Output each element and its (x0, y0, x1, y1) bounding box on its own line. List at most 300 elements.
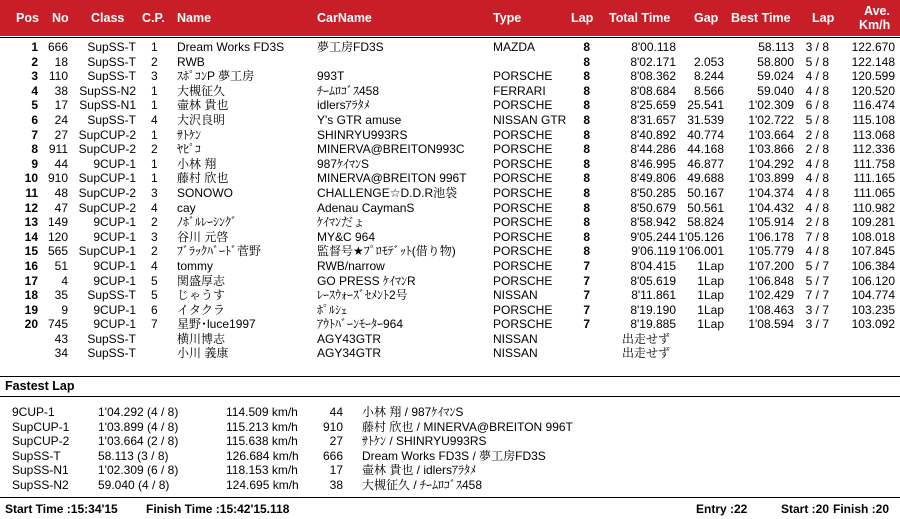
cell-car: SHINRYU993RS (317, 127, 408, 142)
table-row (0, 186, 900, 201)
cell-type: NISSAN (493, 288, 538, 303)
cell-avg-speed: 113.068 (852, 127, 895, 142)
cell-best-time: 1'05.779 (748, 244, 794, 259)
cell-class: SupSS-T (87, 112, 136, 127)
cell-name: 小林 翔 (177, 156, 217, 171)
cell-pos: 7 (31, 127, 38, 142)
fl-time: 1'02.309 (6 / 8) (98, 463, 179, 478)
cell-total-time: 8'02.171 (630, 54, 676, 69)
cell-class: 9CUP-1 (93, 302, 136, 317)
fl-driver: ｻﾄｹﾝ / SHINRYU993RS (362, 434, 487, 449)
cell-name: ﾉﾎﾞﾙﾚｰｼﾝｸﾞ (177, 215, 238, 230)
cell-best-time: 1'03.866 (748, 142, 794, 157)
cell-best-time: 1'02.429 (748, 288, 794, 303)
cell-name: 横川博志 (177, 331, 226, 346)
fl-speed: 124.695 km/h (226, 477, 299, 492)
header-gap: Gap (694, 11, 719, 25)
cell-name: 谷川 元啓 (177, 229, 229, 244)
cell-best-lap: 5 / 8 (805, 54, 829, 69)
cell-type: PORSCHE (493, 317, 553, 332)
cell-avg-speed: 110.982 (852, 200, 895, 215)
cell-lap: 8 (583, 156, 590, 171)
cell-cp: 3 (151, 229, 158, 244)
cell-lap: 8 (583, 171, 590, 186)
header-rule (0, 37, 900, 38)
cell-name: cay (177, 200, 196, 215)
cell-total-time: 8'50.285 (630, 185, 676, 200)
cell-type: PORSCHE (493, 200, 553, 215)
cell-class: SupCUP-2 (78, 185, 136, 200)
cell-name: 藤村 欣也 (177, 171, 229, 186)
cell-name: 壷林 貴也 (177, 98, 229, 113)
cell-type: PORSCHE (493, 302, 553, 317)
cell-class: SupSS-T (87, 54, 136, 69)
cell-name: tommy (177, 258, 213, 273)
cell-lap: 8 (583, 229, 590, 244)
cell-best-lap: 4 / 8 (805, 69, 829, 84)
start-time: Start Time :15:34'15 (5, 502, 118, 516)
table-row (0, 215, 900, 230)
fl-no: 910 (322, 419, 343, 434)
fl-speed: 115.213 km/h (226, 419, 298, 434)
cell-lap: 7 (583, 258, 590, 273)
cell-gap: 1Lap (697, 302, 724, 317)
cell-lap: 8 (583, 69, 590, 84)
cell-pos: 13 (24, 215, 38, 230)
cell-lap: 8 (583, 112, 590, 127)
cell-class: SupSS-N2 (79, 83, 136, 98)
cell-note: 出走せず (622, 346, 671, 361)
cell-cp: 1 (151, 156, 158, 171)
cell-pos: 17 (24, 273, 38, 288)
header-best-time: Best Time (731, 11, 791, 25)
cell-class: 9CUP-1 (93, 317, 136, 332)
cell-pos: 16 (24, 258, 38, 273)
cell-total-time: 8'08.362 (630, 69, 676, 84)
table-row (0, 259, 900, 274)
cell-best-time: 1'02.722 (748, 112, 794, 127)
cell-gap: 58.824 (687, 215, 724, 230)
cell-cp: 4 (151, 112, 158, 127)
header-no: No (52, 11, 69, 25)
results-table (0, 40, 900, 361)
cell-cp: 4 (151, 200, 158, 215)
cell-cp: 6 (151, 302, 158, 317)
table-row (0, 40, 900, 55)
cell-avg-speed: 112.336 (852, 142, 895, 157)
cell-total-time: 8'19.885 (630, 317, 676, 332)
cell-lap: 8 (583, 200, 590, 215)
fl-class: 9CUP-1 (12, 405, 55, 419)
cell-pos: 6 (31, 112, 38, 127)
cell-type: FERRARI (493, 83, 546, 98)
cell-pos: 8 (31, 142, 38, 157)
cell-lap: 7 (583, 288, 590, 303)
cell-avg-speed: 109.281 (851, 215, 895, 230)
fl-time: 1'04.292 (4 / 8) (98, 405, 179, 419)
cell-total-time: 9'05.244 (630, 229, 676, 244)
results-header (0, 0, 900, 36)
cell-cp: 2 (151, 215, 158, 230)
cell-gap: 1Lap (697, 317, 724, 332)
cell-class: SupCUP-1 (78, 171, 136, 186)
cell-car: 監督号★ﾌﾟﾛﾓﾃﾞｯﾄ(借り物) (317, 244, 456, 259)
cell-lap: 8 (583, 142, 590, 157)
header-cp: C.P. (142, 11, 165, 25)
cell-avg-speed: 120.599 (851, 69, 895, 84)
cell-avg-speed: 106.120 (851, 273, 895, 288)
cell-pos: 11 (25, 185, 38, 200)
header-pos: Pos (16, 11, 39, 25)
cell-best-time: 1'05.914 (748, 215, 794, 230)
cell-type: PORSCHE (493, 171, 553, 186)
cell-type: PORSCHE (493, 98, 553, 113)
cell-cp: 5 (151, 288, 158, 303)
fastest-lap-title-rule (0, 396, 900, 397)
fl-no: 17 (329, 463, 343, 478)
cell-no: 51 (54, 258, 68, 273)
table-row (0, 55, 900, 70)
cell-type: PORSCHE (493, 142, 553, 157)
cell-best-lap: 4 / 8 (805, 200, 829, 215)
cell-class: SupSS-T (87, 288, 136, 303)
cell-gap: 25.541 (687, 98, 724, 113)
table-row (0, 317, 900, 332)
cell-type: NISSAN (493, 331, 538, 346)
entry-count: Entry :22 (696, 502, 748, 516)
cell-lap: 7 (583, 317, 590, 332)
fl-time: 1'03.664 (2 / 8) (98, 434, 179, 449)
cell-lap: 8 (583, 244, 590, 259)
cell-pos: 5 (31, 98, 38, 113)
table-row (0, 128, 900, 143)
cell-car: RWB/narrow (317, 258, 385, 273)
cell-lap: 8 (583, 215, 590, 230)
cell-class: SupSS-T (87, 346, 136, 361)
cell-no: 910 (47, 171, 68, 186)
cell-type: NISSAN GTR (493, 112, 567, 127)
cell-no: 48 (54, 185, 68, 200)
cell-name: 小川 義康 (177, 346, 229, 361)
cell-best-lap: 2 / 8 (805, 127, 829, 142)
cell-avg-speed: 111.758 (853, 156, 895, 171)
cell-pos: 10 (24, 171, 38, 186)
cell-gap: 1'05.126 (678, 229, 724, 244)
cell-no: 34 (54, 346, 68, 361)
fastest-lap-table (0, 405, 900, 493)
cell-cp: 1 (151, 171, 158, 186)
cell-best-time: 1'06.848 (748, 273, 794, 288)
cell-class: SupSS-T (87, 69, 136, 84)
cell-gap: 46.877 (687, 156, 724, 171)
cell-total-time: 8'08.684 (630, 83, 676, 98)
cell-car: AGY34GTR (317, 346, 382, 361)
cell-total-time: 8'40.892 (630, 127, 676, 142)
cell-name: ｽﾎﾟｺﾝP 夢工房 (177, 69, 255, 84)
header-kmh: Km/h (859, 18, 891, 32)
fastest-lap-row (0, 449, 900, 464)
fastest-lap-row (0, 463, 900, 478)
cell-car: MINERVA@BREITON 996T (317, 171, 467, 186)
cell-pos: 9 (31, 156, 38, 171)
cell-no: 120 (47, 229, 68, 244)
cell-total-time: 9'06.119 (631, 244, 676, 259)
cell-class: 9CUP-1 (93, 273, 136, 288)
cell-total-time: 8'11.861 (631, 288, 676, 303)
table-row (0, 98, 900, 113)
table-row (0, 157, 900, 172)
cell-best-time: 1'08.463 (748, 302, 794, 317)
cell-avg-speed: 111.065 (853, 185, 895, 200)
cell-best-time: 1'04.292 (748, 156, 794, 171)
cell-gap: 1'06.001 (678, 244, 724, 259)
cell-no: 565 (47, 244, 68, 259)
fl-class: SupCUP-1 (12, 419, 70, 434)
cell-car: CHALLENGE☆D.D.R池袋 (317, 185, 458, 200)
cell-total-time: 8'50.679 (630, 200, 676, 215)
fastest-lap-row (0, 478, 900, 493)
cell-class: SupSS-N1 (79, 98, 136, 113)
header-class: Class (91, 11, 125, 25)
cell-gap: 1Lap (697, 288, 724, 303)
cell-best-time: 58.800 (757, 54, 794, 69)
cell-car: ﾚｰｽｳｫｰｽﾞｾﾒﾝﾄ2号 (317, 288, 408, 303)
cell-no: 38 (54, 83, 68, 98)
header-lap: Lap (571, 11, 594, 25)
cell-pos: 15 (24, 244, 38, 259)
cell-note: 出走せず (622, 331, 671, 346)
cell-name: ﾔﾋﾟｺ (177, 142, 202, 157)
cell-name: じゃうす (177, 288, 226, 303)
cell-no: 666 (47, 40, 68, 54)
cell-avg-speed: 111.165 (853, 171, 895, 186)
cell-name: 関盛厚志 (177, 273, 226, 288)
header-name: Name (177, 11, 212, 25)
cell-no: 18 (54, 54, 68, 69)
table-row (0, 303, 900, 318)
cell-avg-speed: 106.384 (851, 258, 895, 273)
cell-total-time: 8'04.415 (630, 258, 676, 273)
header-best-lap: Lap (812, 11, 835, 25)
cell-no: 4 (61, 273, 68, 288)
cell-best-time: 59.040 (757, 83, 794, 98)
cell-no: 43 (54, 331, 68, 346)
cell-avg-speed: 116.474 (852, 98, 895, 113)
cell-gap: 50.561 (687, 200, 724, 215)
cell-avg-speed: 107.845 (851, 244, 895, 259)
fl-no: 27 (329, 434, 343, 449)
cell-avg-speed: 103.092 (851, 317, 895, 332)
fl-class: SupSS-N1 (12, 463, 69, 478)
cell-car: MY&C 964 (317, 229, 376, 244)
cell-gap: 1Lap (697, 258, 724, 273)
finish-count: Finish :20 (833, 502, 890, 516)
cell-total-time: 8'49.806 (630, 171, 676, 186)
cell-best-lap: 5 / 7 (805, 258, 829, 273)
cell-name: 大沢良明 (177, 112, 226, 127)
cell-name: 大槻征久 (177, 83, 226, 98)
table-row (0, 230, 900, 245)
table-row (0, 346, 900, 361)
cell-avg-speed: 122.148 (851, 54, 895, 69)
cell-class: 9CUP-1 (93, 258, 136, 273)
cell-cp: 3 (151, 185, 158, 200)
cell-lap: 8 (583, 98, 590, 113)
cell-cp: 1 (151, 98, 158, 113)
footer-rule (0, 497, 900, 498)
fl-speed: 126.684 km/h (226, 448, 299, 463)
cell-car: MINERVA@BREITON993C (317, 142, 465, 157)
cell-car: ﾎﾟﾙｼｪ (317, 302, 348, 317)
cell-cp: 2 (151, 54, 158, 69)
cell-gap: 1Lap (697, 273, 724, 288)
cell-gap: 31.539 (687, 112, 724, 127)
cell-best-lap: 7 / 8 (805, 229, 829, 244)
cell-pos: 1 (31, 40, 38, 54)
table-row (0, 201, 900, 216)
cell-best-time: 1'03.899 (748, 171, 794, 186)
cell-name: SONOWO (177, 185, 233, 200)
table-row (0, 274, 900, 289)
fl-no: 666 (322, 448, 343, 463)
cell-lap: 8 (583, 40, 590, 54)
cell-pos: 4 (31, 83, 38, 98)
cell-best-lap: 4 / 8 (805, 171, 829, 186)
cell-cp: 2 (151, 142, 158, 157)
cell-type: PORSCHE (493, 273, 553, 288)
cell-cp: 7 (151, 317, 158, 332)
cell-best-lap: 2 / 8 (805, 215, 829, 230)
cell-best-lap: 6 / 8 (805, 98, 829, 113)
cell-lap: 7 (583, 273, 590, 288)
cell-no: 47 (54, 200, 68, 215)
finish-time: Finish Time :15:42'15.118 (146, 502, 290, 516)
cell-no: 17 (54, 98, 68, 113)
cell-type: PORSCHE (493, 258, 553, 273)
cell-type: PORSCHE (493, 229, 553, 244)
cell-lap: 8 (583, 185, 590, 200)
cell-no: 745 (47, 317, 68, 332)
cell-cp: 1 (151, 127, 158, 142)
fl-driver: 大槻征久 / ﾁｰﾑﾛｺﾞｽ458 (362, 477, 483, 492)
cell-cp: 1 (151, 40, 158, 54)
cell-gap: 40.774 (687, 127, 724, 142)
cell-type: NISSAN (493, 346, 538, 361)
cell-name: Dream Works FD3S (177, 40, 285, 54)
cell-type: PORSCHE (493, 156, 553, 171)
header-total-time: Total Time (609, 11, 671, 25)
cell-best-lap: 4 / 8 (805, 244, 829, 259)
cell-best-lap: 5 / 7 (805, 273, 829, 288)
cell-best-lap: 7 / 7 (805, 288, 829, 303)
cell-best-lap: 4 / 8 (805, 156, 829, 171)
table-row (0, 171, 900, 186)
cell-type: PORSCHE (493, 127, 553, 142)
cell-best-time: 1'06.178 (748, 229, 794, 244)
cell-lap: 8 (583, 54, 590, 69)
fl-no: 38 (329, 477, 343, 492)
cell-type: PORSCHE (493, 244, 553, 259)
cell-lap: 8 (583, 127, 590, 142)
cell-avg-speed: 108.018 (851, 229, 895, 244)
fastest-lap-top-rule (0, 376, 900, 377)
fl-class: SupCUP-2 (12, 434, 70, 449)
cell-total-time: 8'05.619 (630, 273, 676, 288)
cell-pos: 12 (24, 200, 38, 215)
start-count: Start :20 (781, 502, 830, 516)
cell-best-time: 1'07.200 (748, 258, 794, 273)
fl-driver: 小林 翔 / 987ｹｲﾏﾝS (362, 405, 464, 419)
fl-speed: 114.509 km/h (226, 405, 298, 419)
fastest-lap-row (0, 434, 900, 449)
cell-car: Adenau CaymanS (317, 200, 415, 215)
table-row (0, 244, 900, 259)
cell-avg-speed: 103.235 (851, 302, 895, 317)
cell-car: ｱｳﾄﾊﾞｰﾝﾓｰﾀｰ964 (317, 317, 404, 332)
fl-class: SupSS-N2 (12, 477, 69, 492)
cell-car: 993T (317, 69, 345, 84)
cell-pos: 20 (24, 317, 38, 332)
fl-speed: 118.153 km/h (226, 463, 298, 478)
cell-avg-speed: 104.774 (851, 288, 895, 303)
cell-class: 9CUP-1 (93, 229, 136, 244)
cell-total-time: 8'25.659 (630, 98, 676, 113)
fl-driver: Dream Works FD3S / 夢工房FD3S (362, 448, 546, 463)
cell-class: 9CUP-1 (93, 156, 136, 171)
cell-car: 987ｹｲﾏﾝS (317, 156, 370, 171)
cell-class: SupSS-T (87, 40, 136, 54)
cell-total-time: 8'58.942 (630, 215, 676, 230)
table-row (0, 142, 900, 157)
table-row (0, 332, 900, 347)
cell-lap: 7 (583, 302, 590, 317)
cell-best-lap: 4 / 8 (805, 185, 829, 200)
cell-best-time: 58.113 (758, 40, 794, 54)
table-row (0, 84, 900, 99)
cell-best-lap: 2 / 8 (805, 142, 829, 157)
cell-gap: 8.566 (693, 83, 724, 98)
fastest-lap-title: Fastest Lap (5, 379, 75, 393)
cell-car: GO PRESS ｹｲﾏﾝR (317, 273, 416, 288)
cell-car: Y's GTR amuse (317, 112, 402, 127)
cell-gap: 50.167 (687, 185, 724, 200)
cell-type: PORSCHE (493, 69, 553, 84)
cell-gap: 44.168 (687, 142, 724, 157)
cell-best-time: 1'03.664 (748, 127, 794, 142)
fl-speed: 115.638 km/h (226, 434, 298, 449)
cell-best-lap: 3 / 8 (805, 40, 829, 54)
table-row (0, 113, 900, 128)
cell-name: 星野･luce1997 (177, 317, 256, 332)
cell-best-time: 1'04.432 (748, 200, 794, 215)
cell-no: 27 (54, 127, 68, 142)
cell-no: 911 (48, 142, 68, 157)
cell-pos: 3 (31, 69, 38, 84)
cell-car: ｹｲﾏﾝだょ (317, 215, 366, 230)
cell-cp: 4 (151, 258, 158, 273)
cell-no: 9 (61, 302, 68, 317)
cell-best-lap: 5 / 8 (805, 112, 829, 127)
cell-class: SupCUP-2 (78, 200, 136, 215)
cell-pos: 18 (24, 288, 38, 303)
cell-type: PORSCHE (493, 185, 553, 200)
cell-pos: 19 (24, 302, 38, 317)
cell-car: 夢工房FD3S (317, 40, 384, 54)
cell-car: idlersｱﾗﾀﾒ (317, 98, 370, 113)
cell-no: 24 (54, 112, 68, 127)
cell-avg-speed: 115.108 (852, 112, 895, 127)
cell-cp: 2 (151, 244, 158, 259)
